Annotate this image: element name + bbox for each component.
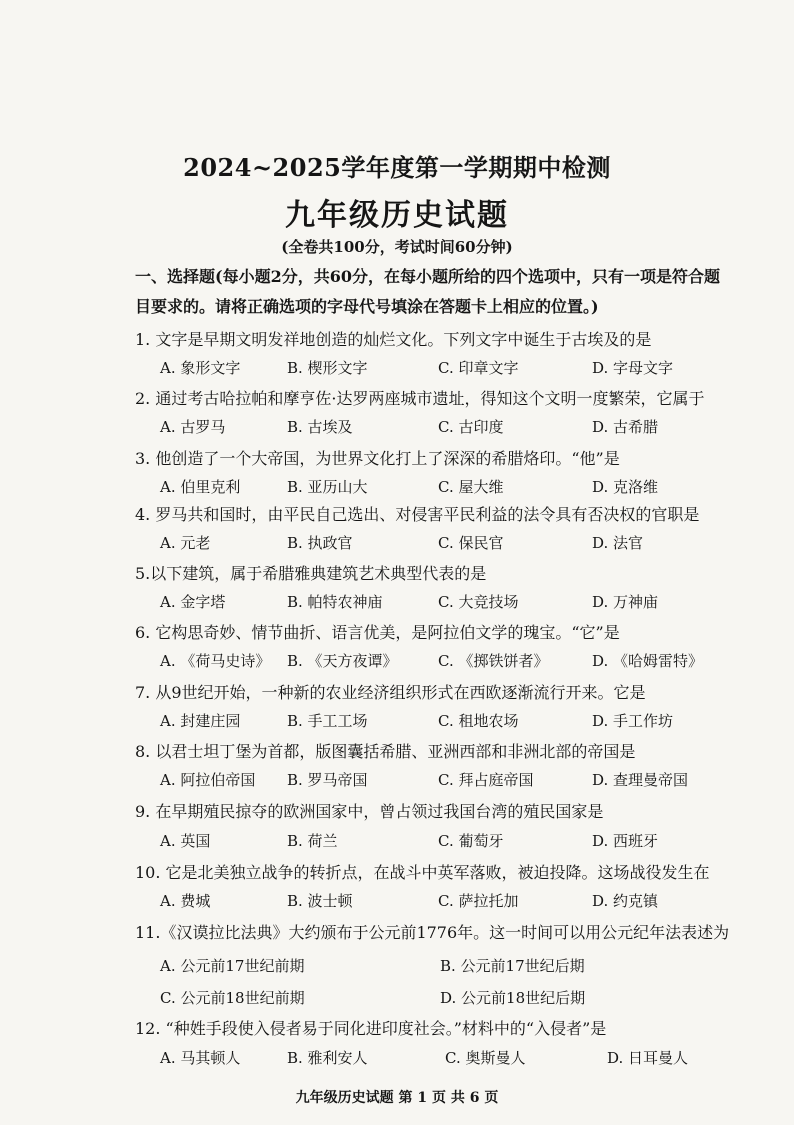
option-d: D. 《哈姆雷特》: [592, 652, 704, 670]
option-c: C. 印章文字: [438, 359, 519, 377]
question-3-options: [160, 476, 760, 498]
option-a: A. 费城: [160, 892, 211, 910]
question-2-options: [160, 416, 760, 438]
question-1-stem: 1. 文字是早期文明发祥地创造的灿烂文化。下列文字中诞生于古埃及的是: [135, 330, 652, 349]
question-6-stem: 6. 它构思奇妙、情节曲折、语言优美，是阿拉伯文学的瑰宝。“它”是: [135, 623, 620, 642]
question-7-stem: 7. 从9世纪开始，一种新的农业经济组织形式在西欧逐渐流行开来。它是: [135, 683, 646, 702]
option-a: A. 元老: [160, 534, 211, 552]
option-a: A. 《荷马史诗》: [160, 652, 271, 670]
option-d: D. 公元前18世纪后期: [440, 989, 586, 1007]
question-12-options: [160, 1047, 760, 1069]
option-c: C. 《掷铁饼者》: [438, 652, 549, 670]
option-c: C. 葡萄牙: [438, 832, 504, 850]
option-a: A. 伯里克利: [160, 478, 241, 496]
option-d: D. 手工作坊: [592, 712, 674, 730]
option-a: A. 公元前17世纪前期: [160, 957, 305, 975]
question-10-options: [160, 890, 760, 912]
option-d: D. 约克镇: [592, 892, 659, 910]
question-2-stem: 2. 通过考古哈拉帕和摩亨佐·达罗两座城市遗址，得知这个文明一度繁荣，它属于: [135, 389, 705, 408]
option-a: A. 金字塔: [160, 593, 226, 611]
question-7-options: [160, 710, 760, 732]
option-c: C. 屋大维: [438, 478, 504, 496]
option-d: D. 字母文字: [592, 359, 674, 377]
page-footer: 九年级历史试题 第 1 页 共 6 页: [295, 1090, 499, 1106]
option-c: C. 保民官: [438, 534, 504, 552]
question-3-stem: 3. 他创造了一个大帝国，为世界文化打上了深深的希腊烙印。“他”是: [135, 449, 620, 468]
option-d: D. 查理曼帝国: [592, 771, 689, 789]
option-c: C. 拜占庭帝国: [438, 771, 534, 789]
question-9-options: [160, 830, 760, 852]
option-b: B. 手工工场: [287, 712, 368, 730]
question-5-options: [160, 591, 760, 613]
option-d: D. 法官: [592, 534, 644, 552]
question-9-stem: 9. 在早期殖民掠夺的欧洲国家中，曾占领过我国台湾的殖民国家是: [135, 802, 604, 821]
option-a: A. 阿拉伯帝国: [160, 771, 256, 789]
option-b: B. 波士顿: [287, 892, 353, 910]
question-4-options: [160, 532, 760, 554]
question-6-options: [160, 650, 760, 672]
question-12-stem: 12. “种姓手段使入侵者易于同化进印度社会。”材料中的“入侵者”是: [135, 1019, 607, 1038]
question-11-options-row2: [160, 987, 760, 1009]
exam-term-title: 2024~2025学年度第一学期期中检测: [183, 153, 611, 182]
option-c: C. 大竞技场: [438, 593, 519, 611]
option-a: A. 古罗马: [160, 418, 226, 436]
option-b: B. 楔形文字: [287, 359, 368, 377]
option-a: A. 封建庄园: [160, 712, 241, 730]
question-11-stem: 11.《汉谟拉比法典》大约颁布于公元前1776年。这一时间可以用公元纪年法表述为: [135, 923, 730, 942]
option-c: C. 奥斯曼人: [445, 1049, 526, 1067]
option-a: A. 马其顿人: [160, 1049, 241, 1067]
option-b: B. 公元前17世纪后期: [440, 957, 585, 975]
option-b: B. 古埃及: [287, 418, 353, 436]
question-5-stem: 5.以下建筑，属于希腊雅典建筑艺术典型代表的是: [135, 564, 487, 583]
option-b: B. 帕特农神庙: [287, 593, 383, 611]
question-8-stem: 8. 以君士坦丁堡为首都，版图囊括希腊、亚洲西部和非洲北部的帝国是: [135, 742, 636, 761]
question-11-options-row1: [160, 955, 760, 977]
option-d: D. 日耳曼人: [607, 1049, 689, 1067]
question-8-options: [160, 769, 760, 791]
question-4-stem: 4. 罗马共和国时，由平民自己选出、对侵害平民利益的法令具有否决权的官职是: [135, 505, 700, 524]
option-b: B. 执政官: [287, 534, 353, 552]
question-10-stem: 10. 它是北美独立战争的转折点，在战斗中英军落败，被迫投降。这场战役发生在: [135, 863, 710, 882]
section-instruction: 一、选择题(每小题2分，共60分，在每小题所给的四个选项中，只有一项是符合题目要求的。请将正确选项的字母代号填涂在答题卡上相应的位置。): [135, 267, 720, 316]
option-b: B. 雅利安人: [287, 1049, 368, 1067]
option-d: D. 西班牙: [592, 832, 659, 850]
exam-note: (全卷共100分，考试时间60分钟): [281, 238, 513, 256]
option-d: D. 克洛维: [592, 478, 659, 496]
option-b: B. 亚历山大: [287, 478, 368, 496]
option-b: B. 荷兰: [287, 832, 338, 850]
option-b: B. 罗马帝国: [287, 771, 368, 789]
option-c: C. 萨拉托加: [438, 892, 519, 910]
option-a: A. 英国: [160, 832, 211, 850]
option-d: D. 古希腊: [592, 418, 659, 436]
option-d: D. 万神庙: [592, 593, 659, 611]
question-1-options: [160, 357, 760, 379]
option-b: B. 《天方夜谭》: [287, 652, 398, 670]
option-c: C. 公元前18世纪前期: [160, 989, 305, 1007]
option-c: C. 古印度: [438, 418, 504, 436]
option-c: C. 租地农场: [438, 712, 519, 730]
exam-subject-title: 九年级历史试题: [285, 198, 509, 233]
option-a: A. 象形文字: [160, 359, 241, 377]
